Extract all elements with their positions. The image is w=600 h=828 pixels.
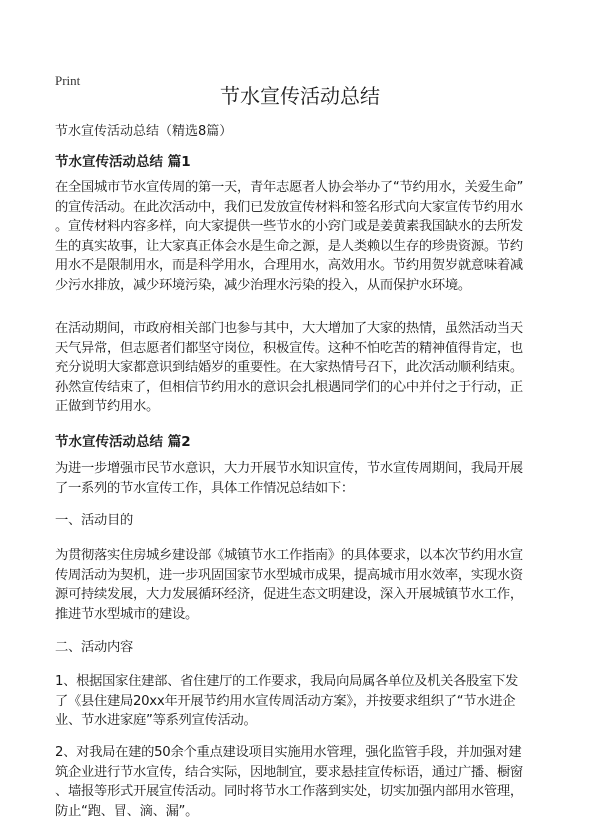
text-line: 在活动期间，市政府相关部门也参与其中，大大增加了大家的热情，虽然活动当天 <box>55 321 523 336</box>
text-line: 用水不是限制用水，而是科学用水，合理用水，高效用水。节约用贺岁就意味着减 <box>55 258 523 274</box>
text-line: 少污水排放，减少环境污染，减少治理水污染的投入，从而保护水环境。 <box>55 277 471 293</box>
section-heading: 节水宣传活动总结 篇1 <box>55 154 191 170</box>
text-line: 2、对我局在建的50余个重点建设项目实施用水管理，强化监管手段，并加强对建 <box>55 745 522 760</box>
print-link[interactable]: Print <box>55 73 81 88</box>
subtitle: 节水宣传活动总结（精选8篇） <box>55 124 233 139</box>
paragraph <box>55 459 555 498</box>
paragraph <box>55 672 555 731</box>
text-line: 了一系列的节水宣传工作，具体工作情况总结如下： <box>55 480 354 496</box>
paragraph <box>55 743 555 821</box>
text-line: 一、活动目的 <box>55 513 133 528</box>
text-line: 、墙报等形式开展宣传活动。同时将节水工作落到实处，切实加强内部用水管理， <box>55 784 523 800</box>
text-line: 1、根据国家住建部、省住建厅的工作要求，我局向局属各单位及机关各股室下发 <box>55 674 519 689</box>
page-title: 节水宣传活动总结 <box>220 84 380 108</box>
text-line: 源可持续发展，大力发展循环经济，促进生态文明建设，深入开展城镇节水工作， <box>55 587 523 603</box>
subheading <box>55 638 555 658</box>
text-line: 正做到节约用水。 <box>55 399 159 415</box>
text-line: 天气异常，但志愿者们都坚守岗位，积极宣传。这种不怕吃苦的精神值得肯定，也 <box>55 340 523 356</box>
subheading <box>55 511 555 531</box>
text-line: 推进节水型城市的建设。 <box>55 606 198 622</box>
text-line: 充分说明大家都意识到结婚岁的重要性。在大家热情号召下，此次活动顺利结束。 <box>55 360 523 376</box>
section-heading: 节水宣传活动总结 篇2 <box>55 434 191 450</box>
text-line: 。宣传材料内容多样，向大家提供一些节水的小窍门或是姜黄素我国缺水的去所发 <box>55 219 523 235</box>
text-line: 在全国城市节水宣传周的第一天，青年志愿者人协会举办了“节约用水，关爱生命” <box>55 180 524 195</box>
text-line: 了《县住建局20xx年开展节约用水宣传周活动方案》，并按要求组织了“节水进企 <box>55 693 516 709</box>
text-line: 生的真实故事，让大家真正体会水是生命之源，是人类赖以生存的珍贵资源。节约 <box>55 238 523 254</box>
paragraph <box>55 319 555 417</box>
text-line: 防止“跑、冒、滴、漏”。 <box>55 803 199 819</box>
text-line: 为进一步增强市民节水意识，大力开展节水知识宣传，节水宣传周期间，我局开展 <box>55 461 523 476</box>
text-line: 业、节水进家庭”等系列宣传活动。 <box>55 713 257 729</box>
paragraph <box>55 178 555 296</box>
text-line: 孙然宣传结束了，但相信节约用水的意识会扎根遇同学们的心中并付之于行动，正 <box>55 379 523 395</box>
paragraph <box>55 546 555 624</box>
text-line: 为贯彻落实住房城乡建设部《城镇节水工作指南》的具体要求，以本次节约用水宣 <box>55 548 523 563</box>
text-line: 二、活动内容 <box>55 640 133 655</box>
text-line: 筑企业进行节水宣传，结合实际，因地制宜，要求悬挂宣传标语，通过广播、橱窗 <box>55 764 523 780</box>
text-line: 传周活动为契机，进一步巩固国家节水型城市成果，提高城市用水效率，实现水资 <box>55 567 523 583</box>
text-line: 的宣传活动。在此次活动中，我们已发放宣传材料和签名形式向大家宣传节约用水 <box>55 199 523 215</box>
